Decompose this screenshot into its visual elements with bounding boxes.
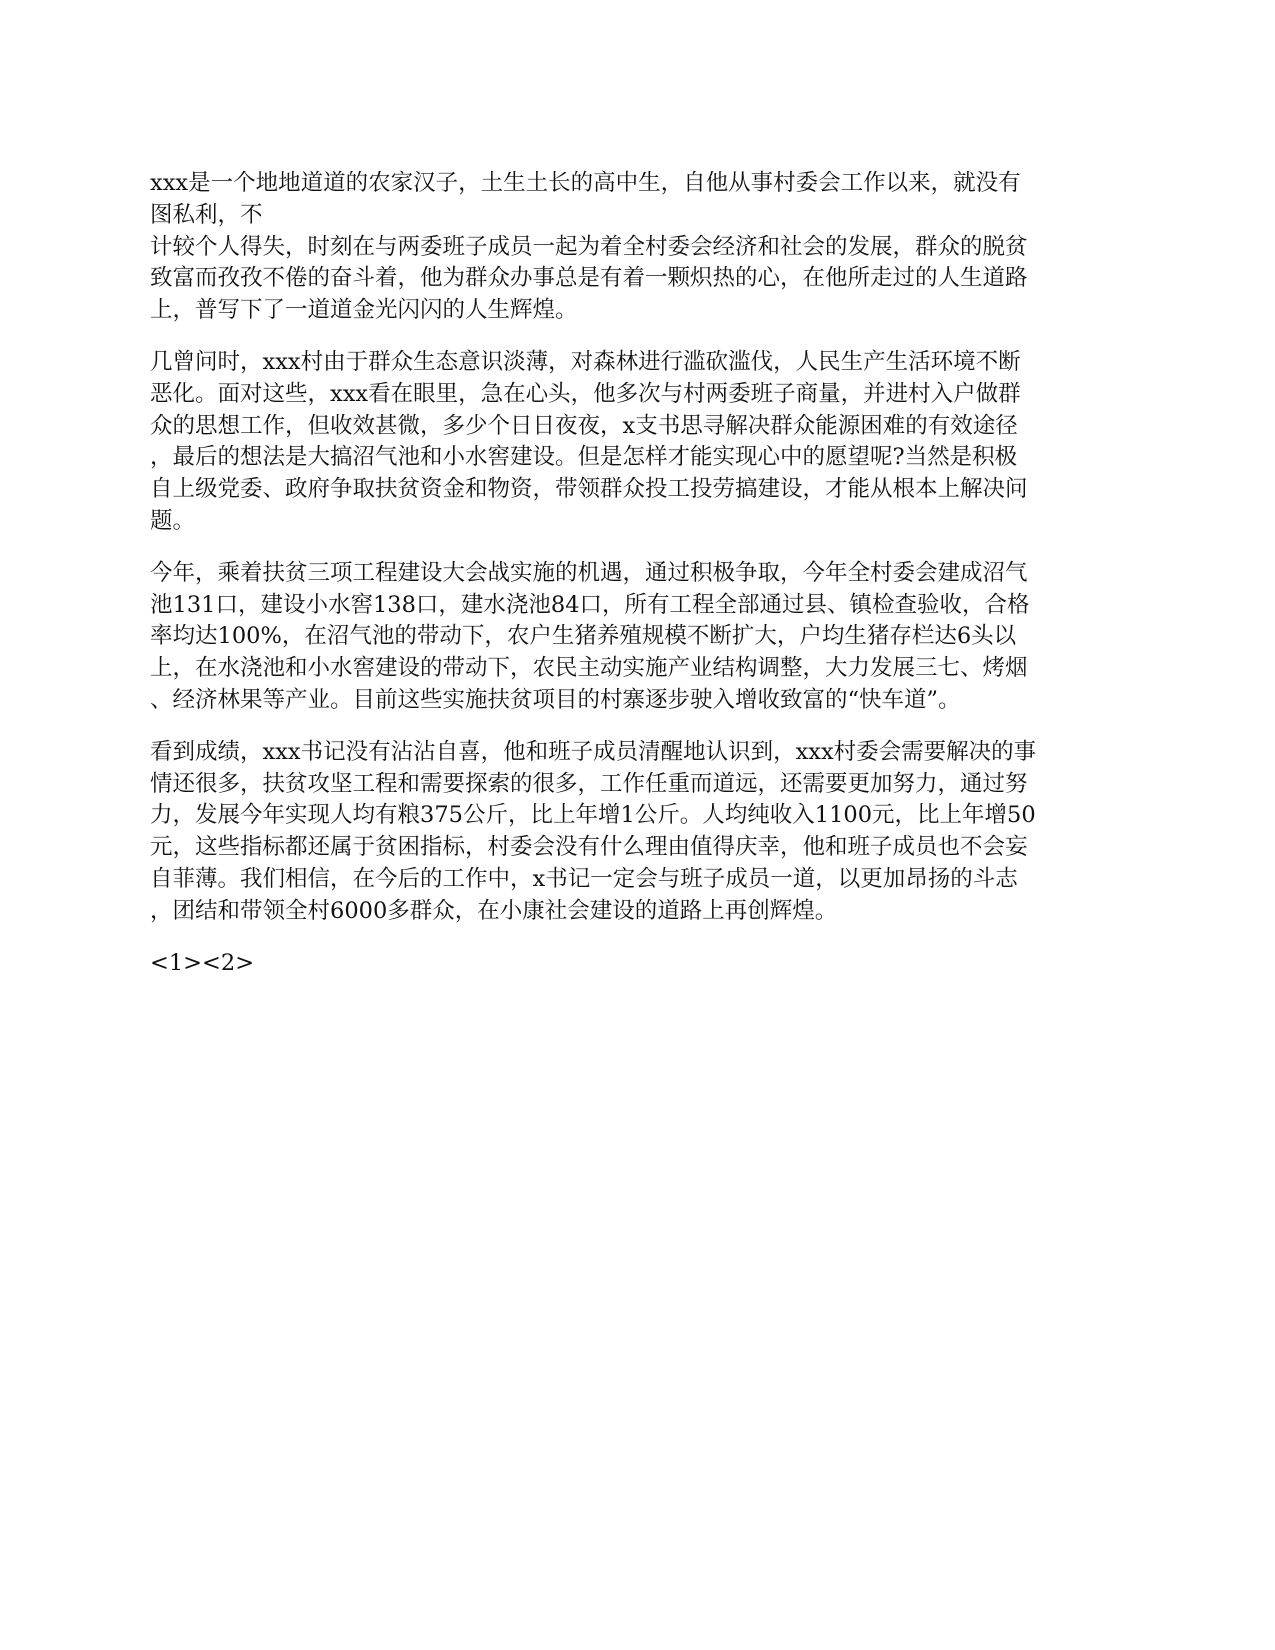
text-line: 元，这些指标都还属于贫困指标，村委会没有什么理由值得庆幸，他和班子成员也不会妄 (150, 834, 1028, 861)
document-body (150, 168, 1130, 999)
text-line: 看到成绩，xxx书记没有沾沾自喜，他和班子成员清醒地认识到，xxx村委会需要解决的事 (150, 738, 1037, 765)
text-line: xxx是一个地地道道的农家汉子，土生土长的高中生，自他从事村委会工作以来，就没有 (150, 170, 1021, 196)
text-line: 计较个人得失，时刻在与两委班子成员一起为着全村委会经济和社会的发展，群众的脱贫 (150, 233, 1028, 260)
text-line: 致富而孜孜不倦的奋斗着，他为群众办事总是有着一颗炽热的心，在他所走过的人生道路 (150, 265, 1028, 292)
text-line: 自上级党委、政府争取扶贫资金和物资，带领群众投工投劳搞建设，才能从根本上解决问 (150, 476, 1028, 503)
text-line: ，最后的想法是大搞沼气池和小水窖建设。但是怎样才能实现心中的愿望呢?当然是积极 (150, 444, 1018, 471)
paragraph-2 (150, 347, 1130, 538)
text-line: 情还很多，扶贫攻坚工程和需要探索的很多，工作任重而道远，还需要更加努力，通过努 (150, 770, 1028, 797)
text-line: 上，在水浇池和小水窖建设的带动下，农民主动实施产业结构调整，大力发展三七、烤烟 (150, 655, 1028, 682)
text-line: 众的思想工作，但收效甚微，多少个日日夜夜，x支书思寻解决群众能源困难的有效途径 (150, 412, 1018, 439)
text-line: 率均达100%，在沼气池的带动下，农户生猪养殖规模不断扩大，户均生猪存栏达6头以 (150, 623, 1017, 650)
paragraph-1 (150, 168, 1130, 327)
text-line: ，团结和带领全村6000多群众，在小康社会建设的道路上再创辉煌。 (150, 897, 838, 924)
paragraph-4 (150, 737, 1130, 928)
paragraph-3 (150, 558, 1130, 717)
text-line: 题。 (150, 507, 196, 534)
text-line: 今年，乘着扶贫三项工程建设大会战实施的机遇，通过积极争取，今年全村委会建成沼气 (150, 559, 1028, 586)
text-line: 几曾问时，xxx村由于群众生态意识淡薄，对森林进行滥砍滥伐，人民生产生活环境不断 (150, 348, 1021, 375)
text-line: 池131口，建设小水窖138口，建水浇池84口，所有工程全部通过县、镇检查验收，合格 (150, 591, 1030, 618)
pagination (150, 948, 1130, 980)
pagination-text: <1><2> (150, 949, 255, 976)
text-line: 力，发展今年实现人均有粮375公斤，比上年增1公斤。人均纯收入1100元，比上年增50 (150, 802, 1036, 829)
text-line: 、经济林果等产业。目前这些实施扶贫项目的村寨逐步驶入增收致富的“快车道”。 (150, 686, 961, 713)
text-line: 上，普写下了一道道金光闪闪的人生辉煌。 (150, 297, 578, 324)
text-line: 恶化。面对这些，xxx看在眼里，急在心头，他多次与村两委班子商量，并进村入户做群 (150, 380, 1021, 407)
text-line: 自菲薄。我们相信，在今后的工作中，x书记一定会与班子成员一道，以更加昂扬的斗志 (150, 865, 1018, 892)
text-line: 图私利，不 (150, 201, 263, 228)
